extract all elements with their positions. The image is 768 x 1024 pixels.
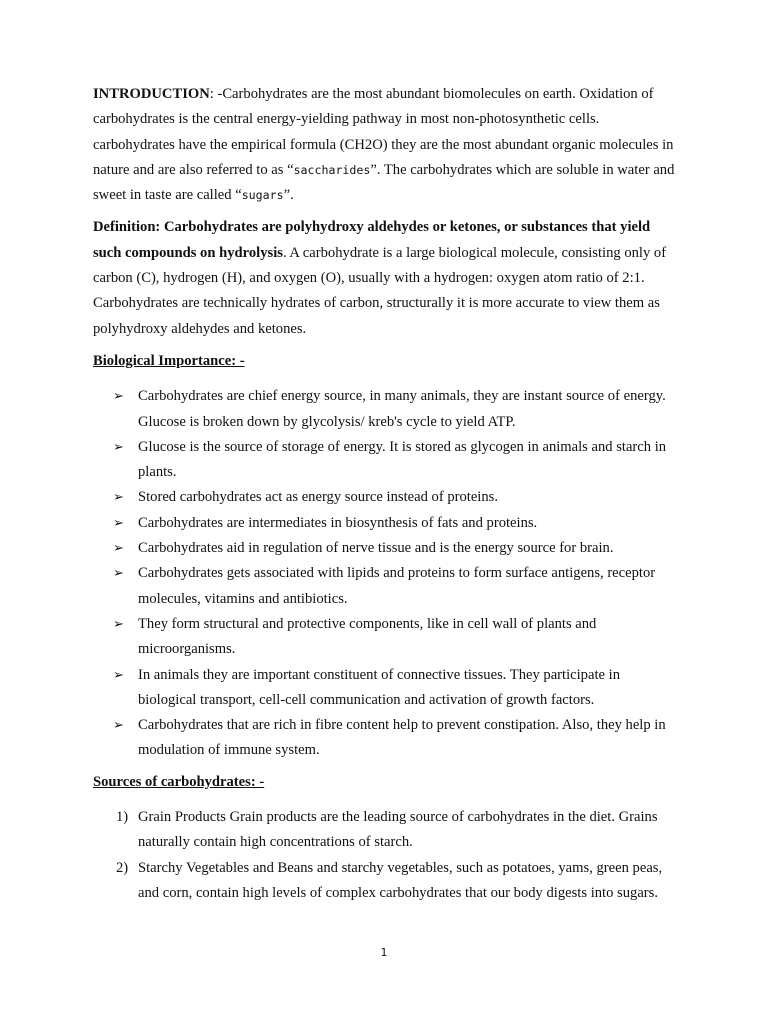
arrow-bullet-icon: ➢ <box>113 667 124 683</box>
term-saccharides: saccharides <box>293 162 371 177</box>
page-number: 1 <box>380 946 388 959</box>
definition-bold-text: Definition: Carbohydrates are polyhydroxy aldehydes or ketones, or substances that yield such compounds on hydrolysis <box>93 219 651 261</box>
introduction-text-part2: ”. The carbohydrates which are soluble in water and sweet in taste are called “ <box>93 161 675 204</box>
sources-list <box>93 805 678 906</box>
list-item <box>93 663 678 714</box>
list-item <box>93 856 678 907</box>
sources-heading: Sources of carbohydrates: - <box>93 773 265 790</box>
list-item <box>93 561 678 612</box>
arrow-bullet-icon: ➢ <box>113 541 124 557</box>
document-body <box>93 82 678 906</box>
list-item-text: Stored carbohydrates act as energy source instead of proteins. <box>138 489 498 506</box>
list-item <box>93 384 678 435</box>
list-item-text: Carbohydrates are intermediates in biosynthesis of fats and proteins. <box>138 514 538 531</box>
list-item <box>93 435 678 486</box>
list-item-text: Carbohydrates gets associated with lipids and proteins to form surface antigens, receptor molecules, vitamins and antibiotics. <box>138 565 656 607</box>
list-item-text: Carbohydrates are chief energy source, in many animals, they are instant source of energy. Glucose is broken down by glycolysis/ kreb's cycle to yield ATP. <box>138 388 666 430</box>
list-item <box>93 805 678 856</box>
list-item-text: Glucose is the source of storage of energy. It is stored as glycogen in animals and starch in plants. <box>138 438 667 481</box>
list-item-text: They form structural and protective components, like in cell wall of plants and microorganisms. <box>138 615 597 658</box>
list-item-text: Carbohydrates aid in regulation of nerve tissue and is the energy source for brain. <box>138 540 614 557</box>
list-item <box>93 612 678 663</box>
arrow-bullet-icon: ➢ <box>113 515 124 531</box>
definition-paragraph <box>93 215 678 341</box>
list-item <box>93 713 678 764</box>
list-item-text: Grain Products Grain products are the leading source of carbohydrates in the diet. Grains naturally contain high concentrations of starch. <box>138 809 658 851</box>
list-item-number: 1) <box>116 809 129 826</box>
introduction-paragraph <box>93 82 678 208</box>
list-item-number: 2) <box>116 859 129 876</box>
arrow-bullet-icon: ➢ <box>113 389 124 405</box>
biological-importance-list <box>93 384 678 763</box>
introduction-text-part3: ”. <box>283 187 294 204</box>
arrow-bullet-icon: ➢ <box>113 439 124 455</box>
introduction-label: INTRODUCTION <box>93 86 210 102</box>
term-sugars: sugars <box>241 188 284 203</box>
list-item-text: Starchy Vegetables and Beans and starchy vegetables, such as potatoes, yams, green peas, and corn, contain high levels of complex carbohydrates that our body digests into sugars. <box>138 859 663 901</box>
arrow-bullet-icon: ➢ <box>113 718 124 734</box>
list-item <box>93 485 678 510</box>
arrow-bullet-icon: ➢ <box>113 490 124 506</box>
list-item-text: Carbohydrates that are rich in fibre content help to prevent constipation. Also, they help in modulation of immune system. <box>138 717 666 759</box>
introduction-text-part1: : -Carbohydrates are the most abundant biomolecules on earth. Oxidation of carbohydrates is the central energy-yielding pathway in most non-photosynthetic cells. carbohydrates have the empirical formula (CH2O) they are the most abundant organic molecules in nature and are also referred to as “ <box>93 86 674 178</box>
list-item <box>93 536 678 561</box>
arrow-bullet-icon: ➢ <box>113 616 124 632</box>
biological-importance-heading: Biological Importance: - <box>93 352 245 369</box>
list-item <box>93 511 678 536</box>
definition-text: . A carbohydrate is a large biological molecule, consisting only of carbon (C), hydrogen (H), and oxygen (O), usually with a hydrogen: oxygen atom ratio of 2:1. Carbohydrates are technically hydrates of carbon, structurally it is more accurate to view them as polyhydroxy aldehydes and ketones. <box>93 244 667 337</box>
list-item-text: In animals they are important constituent of connective tissues. They participate in biological transport, cell-cell communication and activation of growth factors. <box>138 666 620 708</box>
arrow-bullet-icon: ➢ <box>113 566 124 582</box>
